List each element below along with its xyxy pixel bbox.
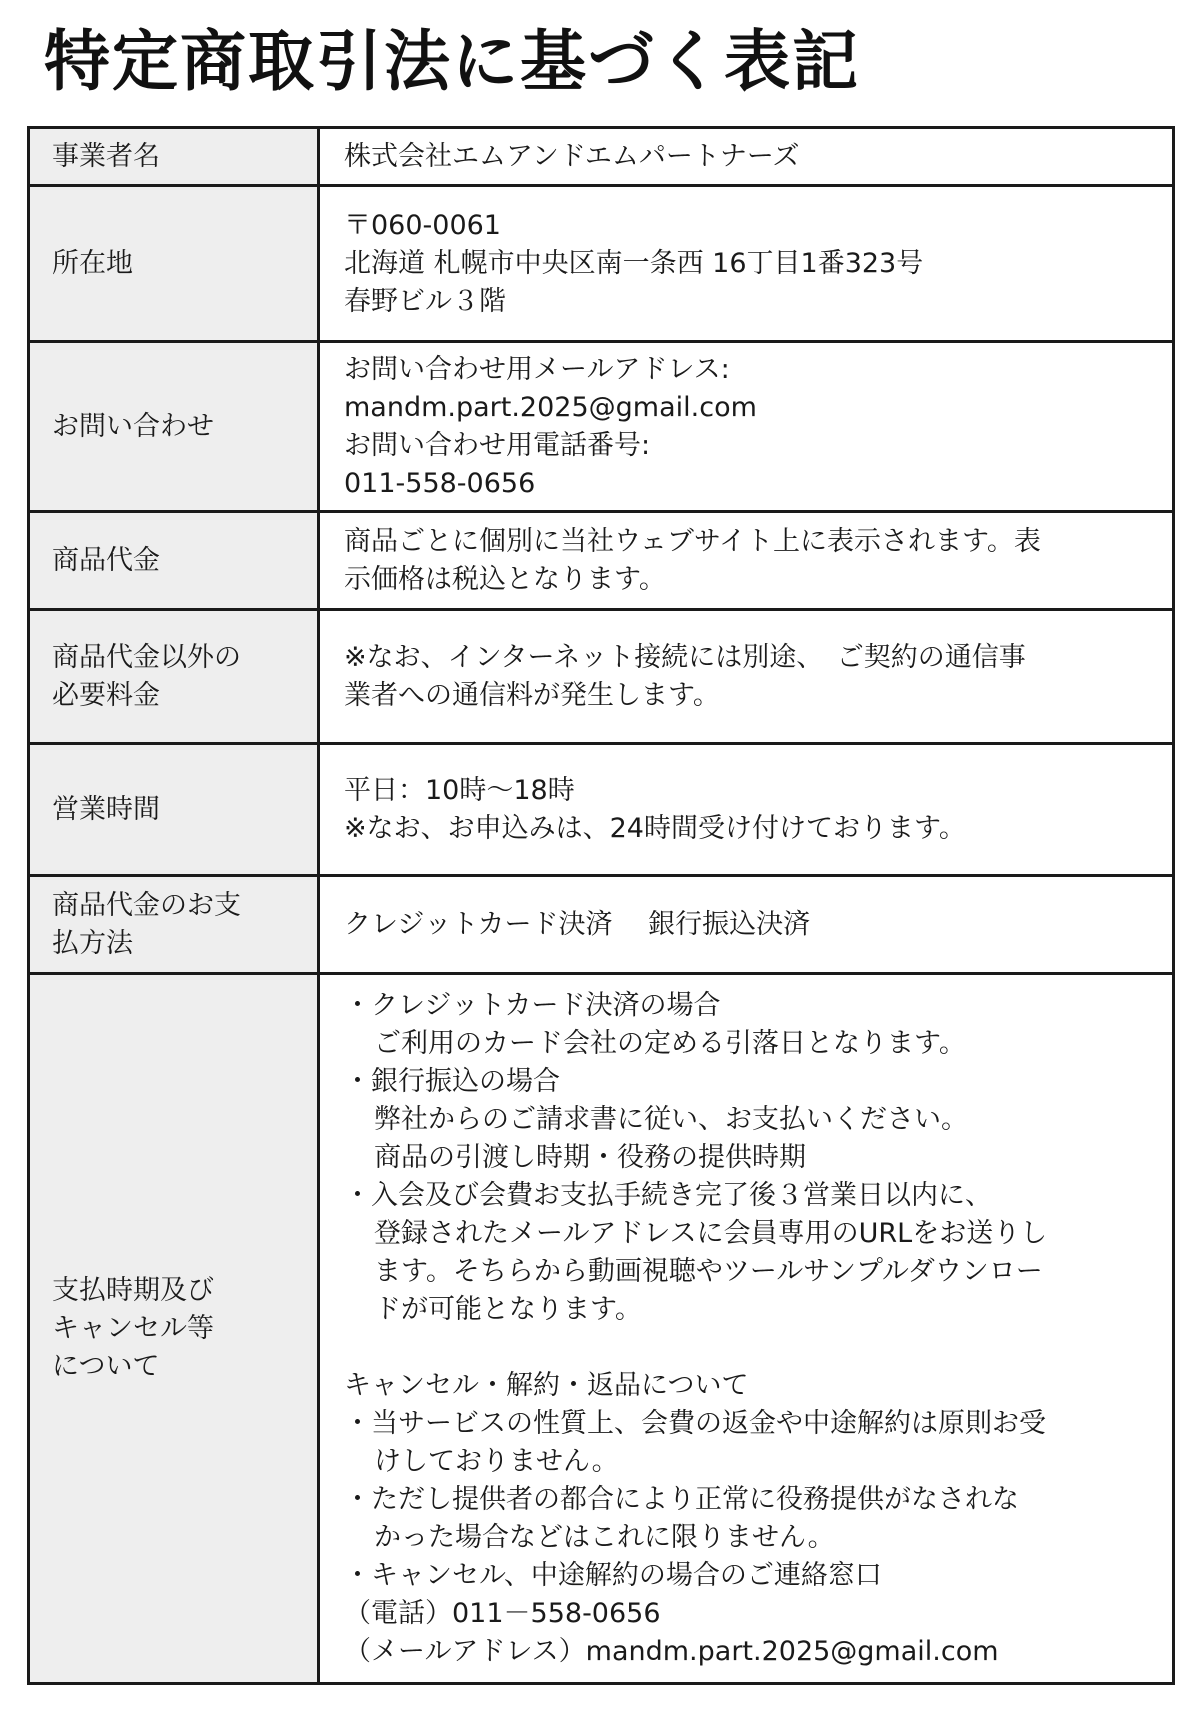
timing-line-1: ・クレジットカード決済の場合 — [344, 989, 721, 1021]
label-address: 所在地 — [29, 186, 319, 342]
timing-line-2: ご利用のカード会社の定める引落日となります。 — [374, 1027, 966, 1059]
row-payment-timing — [29, 974, 1174, 1684]
timing-line-6: ・入会及び会費お支払手続き完了後３営業日以内に、 — [344, 1179, 992, 1211]
value-other-fees — [319, 610, 1174, 744]
timing-line-13: ・ただし提供者の都合により正常に役務提供がなされな — [344, 1483, 1019, 1515]
value-business — [319, 128, 1174, 186]
timing-line-5: 商品の引渡し時期・役務の提供時期 — [374, 1141, 806, 1173]
label-price: 商品代金 — [29, 512, 319, 610]
timing-line-8: ます。そちらから動画視聴やツールサンプルダウンロー — [374, 1255, 1043, 1287]
timing-line-7: 登録されたメールアドレスに会員専用のURLをお送りし — [374, 1217, 1048, 1249]
other-fees-line1: ※なお、インターネット接続には別途、 ご契約の通信事 — [344, 641, 1026, 673]
row-address — [29, 186, 1174, 342]
value-contact — [319, 342, 1174, 512]
timing-line-16: （電話）011－558-0656 — [344, 1597, 661, 1629]
value-payment-method — [319, 876, 1174, 974]
label-payment-timing-line2: キャンセル等 — [52, 1312, 214, 1344]
timing-line-3: ・銀行振込の場合 — [344, 1065, 560, 1097]
timing-line-17: （メールアドレス）mandm.part.2025@gmail.com — [344, 1635, 999, 1667]
label-other-fees — [29, 610, 319, 744]
value-hours — [319, 744, 1174, 876]
value-payment-timing — [319, 974, 1174, 1684]
page-title: 特定商取引法に基づく表記 — [44, 23, 860, 100]
label-business: 事業者名 — [29, 128, 319, 186]
hours-line2: ※なお、お申込みは、24時間受け付けております。 — [344, 812, 966, 844]
contact-email-label: お問い合わせ用メールアドレス: — [344, 353, 730, 385]
timing-line-15: ・キャンセル、中途解約の場合のご連絡窓口 — [344, 1559, 882, 1591]
label-other-fees-line1: 商品代金以外の — [52, 641, 241, 673]
address-postal: 〒060-0061 — [344, 209, 501, 241]
row-contact — [29, 342, 1174, 512]
label-payment-method-line1: 商品代金のお支 — [52, 889, 241, 921]
timing-line-9: ドが可能となります。 — [374, 1293, 642, 1325]
timing-line-11: ・当サービスの性質上、会費の返金や中途解約は原則お受 — [344, 1407, 1046, 1439]
label-payment-method — [29, 876, 319, 974]
timing-line-4: 弊社からのご請求書に従い、お支払いください。 — [374, 1103, 968, 1135]
timing-line-10: キャンセル・解約・返品について — [344, 1369, 749, 1401]
timing-line-12: けしておりません。 — [374, 1445, 619, 1477]
payment-method-value: クレジットカード決済 銀行振込決済 — [344, 908, 811, 940]
contact-phone-label: お問い合わせ用電話番号: — [344, 429, 651, 461]
label-contact: お問い合わせ — [29, 342, 319, 512]
label-payment-timing-line3: について — [52, 1350, 160, 1382]
other-fees-line2: 業者への通信料が発生します。 — [344, 679, 720, 711]
label-payment-timing — [29, 974, 319, 1684]
row-price — [29, 512, 1174, 610]
price-line1: 商品ごとに個別に当社ウェブサイト上に表示されます。表 — [344, 525, 1041, 557]
label-payment-timing-line1: 支払時期及び — [52, 1274, 214, 1306]
label-payment-method-line2: 払方法 — [52, 927, 133, 959]
address-line2: 春野ビル３階 — [344, 285, 506, 317]
value-address — [319, 186, 1174, 342]
hours-line1: 平日：10時～18時 — [344, 774, 575, 806]
contact-email-link[interactable]: mandm.part.2025@gmail.com — [344, 391, 757, 423]
address-line1: 北海道 札幌市中央区南一条西 16丁目1番323号 — [344, 247, 924, 279]
timing-blank-line — [344, 1329, 1154, 1367]
timing-line-14: かった場合などはこれに限りません。 — [374, 1521, 835, 1553]
row-hours — [29, 744, 1174, 876]
value-price — [319, 512, 1174, 610]
label-hours: 営業時間 — [29, 744, 319, 876]
contact-phone-link[interactable]: 011-558-0656 — [344, 467, 536, 499]
row-payment-method — [29, 876, 1174, 974]
legal-info-table — [27, 126, 1175, 1685]
row-other-fees — [29, 610, 1174, 744]
business-name: 株式会社エムアンドエムパートナーズ — [344, 140, 800, 172]
label-other-fees-line2: 必要料金 — [52, 679, 160, 711]
row-business — [29, 128, 1174, 186]
price-line2: 示価格は税込となります。 — [344, 563, 666, 595]
